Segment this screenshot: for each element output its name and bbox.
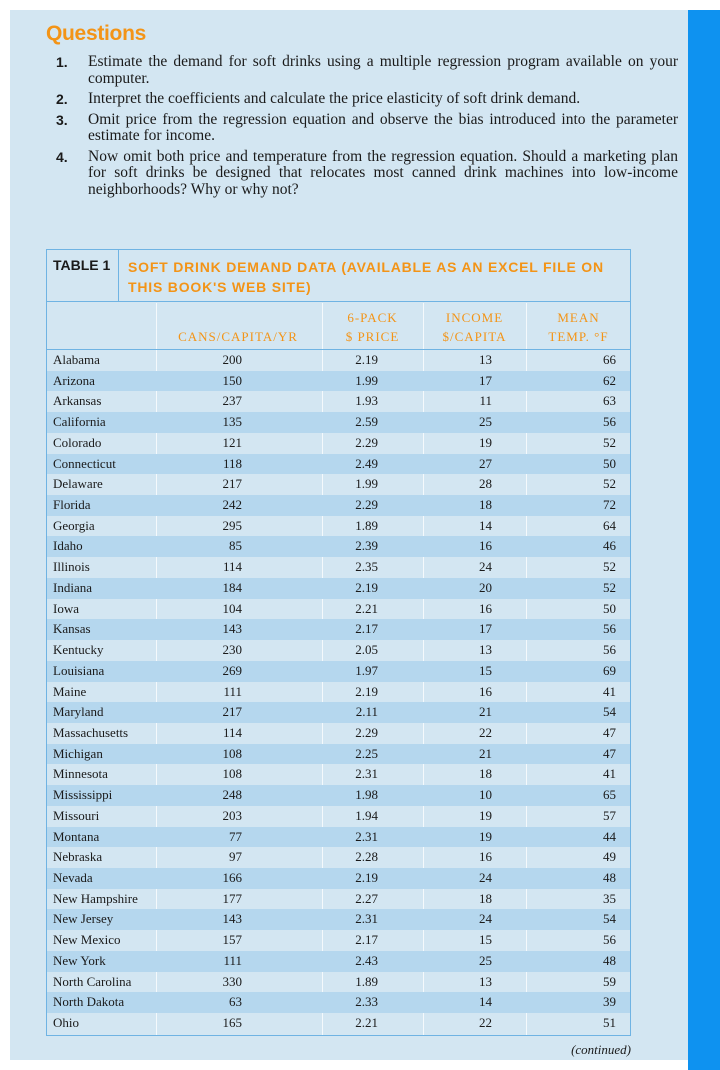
cell-state: New Mexico <box>53 932 121 948</box>
column-header-income-line1: INCOME <box>445 310 504 325</box>
cell-price: 2.21 <box>355 600 378 616</box>
cell-price: 2.17 <box>355 932 378 948</box>
cell-income: 15 <box>479 932 492 948</box>
cell-cans: 165 <box>222 1015 242 1030</box>
cell-income: 19 <box>479 828 492 844</box>
cell-state: Minnesota <box>53 766 108 782</box>
cell-temp: 63 <box>603 393 616 409</box>
cell-income: 11 <box>479 393 492 409</box>
cell-temp: 44 <box>603 828 616 844</box>
cell-cans: 230 <box>222 642 242 658</box>
cell-state: Indiana <box>53 579 92 595</box>
cell-price: 2.29 <box>355 434 378 450</box>
continued-note: (continued) <box>571 1042 631 1057</box>
question-number: 3. <box>56 111 68 128</box>
cell-price: 1.93 <box>355 393 378 409</box>
cell-temp: 47 <box>603 745 616 761</box>
table-row <box>47 868 630 889</box>
table-row <box>47 682 630 703</box>
cell-temp: 54 <box>603 911 616 927</box>
column-header-cans <box>158 308 318 350</box>
table-row <box>47 454 630 475</box>
cell-cans: 157 <box>222 932 242 948</box>
cell-state: Nebraska <box>53 849 103 865</box>
cell-temp: 62 <box>603 372 616 388</box>
table-row <box>47 785 630 806</box>
column-header-price <box>324 308 421 350</box>
cell-cans: 242 <box>222 497 242 513</box>
cell-price: 1.99 <box>355 372 378 388</box>
cell-price: 2.19 <box>355 683 378 699</box>
table-row <box>47 764 630 785</box>
cell-cans: 108 <box>222 745 242 761</box>
cell-price: 2.19 <box>355 579 378 595</box>
cell-price: 2.33 <box>355 994 378 1010</box>
cell-state: Kansas <box>53 621 91 637</box>
question-item <box>50 149 678 199</box>
questions-list <box>50 54 678 202</box>
questions-heading: Questions <box>46 22 146 45</box>
cell-state: New Hampshire <box>53 890 138 906</box>
cell-temp: 35 <box>603 890 616 906</box>
cell-income: 21 <box>479 745 492 761</box>
cell-state: Delaware <box>53 476 103 492</box>
cell-price: 2.25 <box>355 745 378 761</box>
cell-temp: 41 <box>603 766 616 782</box>
cell-price: 2.17 <box>355 621 378 637</box>
cell-cans: 114 <box>222 559 242 575</box>
table-caption <box>47 250 630 302</box>
cell-cans: 269 <box>222 662 242 678</box>
question-text: Now omit both price and temperature from the regression equation. Should a marketing plan for soft drinks be designed that relocates most canned drink machines into low-income neighborhoods? Why or why not? <box>88 147 678 198</box>
side-color-bar <box>688 10 720 1070</box>
cell-income: 15 <box>479 662 492 678</box>
table-row <box>47 536 630 557</box>
column-header-income-line2: $/CAPITA <box>442 329 507 344</box>
table-row <box>47 827 630 848</box>
cell-state: Arizona <box>53 372 95 388</box>
cell-income: 14 <box>479 517 492 533</box>
table-label: TABLE 1 <box>47 250 119 302</box>
cell-state: New Jersey <box>53 911 114 927</box>
cell-income: 19 <box>479 807 492 823</box>
cell-temp: 39 <box>603 994 616 1010</box>
table-row <box>47 371 630 392</box>
cell-temp: 72 <box>603 497 616 513</box>
cell-temp: 49 <box>603 849 616 865</box>
table-row <box>47 723 630 744</box>
cell-price: 1.89 <box>355 517 378 533</box>
cell-price: 2.28 <box>355 849 378 865</box>
cell-temp: 47 <box>603 724 616 740</box>
cell-state: Idaho <box>53 538 83 554</box>
cell-temp: 69 <box>603 662 616 678</box>
column-header-income <box>425 308 524 350</box>
cell-temp: 57 <box>603 807 616 823</box>
table-row <box>47 1013 630 1034</box>
question-item <box>50 54 678 87</box>
table-row <box>47 702 630 723</box>
question-number: 2. <box>56 91 68 107</box>
table-row <box>47 516 630 537</box>
cell-cans: 135 <box>222 414 242 430</box>
cell-cans: 200 <box>222 352 242 367</box>
cell-income: 13 <box>479 973 492 989</box>
cell-cans: 97 <box>229 849 242 865</box>
cell-income: 24 <box>479 869 492 885</box>
column-header-price-line2: $ PRICE <box>345 329 400 344</box>
column-header-price-line1: 6-PACK <box>347 310 398 325</box>
table-row <box>47 889 630 910</box>
cell-temp: 64 <box>603 517 616 533</box>
table-row <box>47 661 630 682</box>
cell-temp: 56 <box>603 642 616 658</box>
cell-state: California <box>53 414 106 430</box>
cell-income: 18 <box>479 497 492 513</box>
cell-state: New York <box>53 952 106 968</box>
cell-state: Kentucky <box>53 642 104 658</box>
cell-price: 2.35 <box>355 559 378 575</box>
cell-price: 2.27 <box>355 890 378 906</box>
cell-income: 18 <box>479 766 492 782</box>
cell-price: 2.29 <box>355 724 378 740</box>
cell-cans: 111 <box>223 952 242 968</box>
cell-cans: 85 <box>229 538 242 554</box>
cell-price: 2.31 <box>355 828 378 844</box>
cell-cans: 177 <box>222 890 242 906</box>
table-row <box>47 495 630 516</box>
cell-income: 14 <box>479 994 492 1010</box>
cell-cans: 118 <box>222 455 242 471</box>
table-row <box>47 619 630 640</box>
cell-temp: 51 <box>603 1015 616 1030</box>
cell-income: 17 <box>479 372 492 388</box>
cell-temp: 52 <box>603 559 616 575</box>
question-item <box>50 91 678 108</box>
cell-temp: 59 <box>603 973 616 989</box>
cell-cans: 143 <box>222 911 242 927</box>
cell-temp: 54 <box>603 704 616 720</box>
cell-state: Connecticut <box>53 455 116 471</box>
table-title: SOFT DRINK DEMAND DATA (AVAILABLE AS AN EXCEL FILE ON THIS BOOK'S WEB SITE) <box>128 259 604 295</box>
cell-price: 2.31 <box>355 766 378 782</box>
cell-cans: 217 <box>222 476 242 492</box>
cell-temp: 56 <box>603 621 616 637</box>
cell-temp: 50 <box>603 600 616 616</box>
table-row <box>47 847 630 868</box>
cell-temp: 48 <box>603 952 616 968</box>
cell-cans: 166 <box>222 869 242 885</box>
table-row <box>47 391 630 412</box>
question-number: 1. <box>56 54 68 70</box>
cell-income: 22 <box>479 724 492 740</box>
table-row <box>47 992 630 1013</box>
table-row <box>47 640 630 661</box>
cell-price: 2.39 <box>355 538 378 554</box>
cell-income: 10 <box>479 787 492 803</box>
cell-income: 28 <box>479 476 492 492</box>
cell-temp: 65 <box>603 787 616 803</box>
cell-price: 1.89 <box>355 973 378 989</box>
table-row <box>47 557 630 578</box>
cell-cans: 143 <box>222 621 242 637</box>
cell-temp: 52 <box>603 579 616 595</box>
cell-cans: 104 <box>222 600 242 616</box>
cell-price: 2.59 <box>355 414 378 430</box>
cell-cans: 150 <box>222 372 242 388</box>
cell-income: 19 <box>479 434 492 450</box>
column-header-temp-line1: MEAN <box>557 310 600 325</box>
cell-state: Michigan <box>53 745 103 761</box>
cell-state: Mississippi <box>53 787 113 803</box>
cell-income: 13 <box>479 352 492 367</box>
cell-state: Arkansas <box>53 393 102 409</box>
cell-cans: 203 <box>222 807 242 823</box>
cell-income: 16 <box>479 600 492 616</box>
table-row <box>47 806 630 827</box>
cell-state: Ohio <box>53 1015 79 1030</box>
cell-state: North Dakota <box>53 994 125 1010</box>
cell-cans: 63 <box>229 994 242 1010</box>
cell-state: Iowa <box>53 600 79 616</box>
cell-price: 2.21 <box>355 1015 378 1030</box>
cell-state: Colorado <box>53 434 102 450</box>
cell-price: 2.19 <box>355 352 378 367</box>
cell-price: 2.43 <box>355 952 378 968</box>
cell-state: Missouri <box>53 807 100 823</box>
question-item <box>50 112 678 145</box>
cell-temp: 41 <box>603 683 616 699</box>
cell-state: Montana <box>53 828 100 844</box>
cell-income: 27 <box>479 455 492 471</box>
cell-cans: 111 <box>223 683 242 699</box>
table-row <box>47 909 630 930</box>
cell-cans: 184 <box>222 579 242 595</box>
cell-state: Nevada <box>53 869 93 885</box>
cell-cans: 121 <box>222 434 242 450</box>
cell-price: 2.05 <box>355 642 378 658</box>
table-row <box>47 474 630 495</box>
column-header-cans-text: CANS/CAPITA/YR <box>178 329 298 344</box>
cell-cans: 295 <box>222 517 242 533</box>
table-row <box>47 599 630 620</box>
cell-price: 1.98 <box>355 787 378 803</box>
table-row <box>47 951 630 972</box>
cell-state: Maryland <box>53 704 104 720</box>
cell-price: 2.29 <box>355 497 378 513</box>
column-header-temp-line2: TEMP. °F <box>548 329 609 344</box>
question-number: 4. <box>56 148 68 165</box>
cell-temp: 56 <box>603 932 616 948</box>
cell-cans: 77 <box>229 828 242 844</box>
cell-cans: 217 <box>222 704 242 720</box>
cell-income: 16 <box>479 849 492 865</box>
cell-income: 17 <box>479 621 492 637</box>
table-row <box>47 930 630 951</box>
question-text: Omit price from the regression equation and observe the bias introduced into the parameter estimate for income. <box>88 110 678 144</box>
table-row <box>47 972 630 993</box>
cell-price: 1.99 <box>355 476 378 492</box>
cell-income: 24 <box>479 559 492 575</box>
cell-state: Georgia <box>53 517 95 533</box>
cell-income: 16 <box>479 538 492 554</box>
cell-income: 18 <box>479 890 492 906</box>
table-row <box>47 412 630 433</box>
table-body <box>47 350 630 1034</box>
table-row <box>47 350 630 371</box>
cell-income: 20 <box>479 579 492 595</box>
cell-temp: 50 <box>603 455 616 471</box>
cell-income: 13 <box>479 642 492 658</box>
cell-cans: 114 <box>222 724 242 740</box>
cell-price: 2.31 <box>355 911 378 927</box>
cell-temp: 46 <box>603 538 616 554</box>
question-text: Interpret the coefficients and calculate the price elasticity of soft drink demand. <box>88 90 581 107</box>
cell-price: 2.49 <box>355 455 378 471</box>
cell-cans: 248 <box>222 787 242 803</box>
cell-temp: 56 <box>603 414 616 430</box>
cell-state: Alabama <box>53 352 100 367</box>
cell-cans: 237 <box>222 393 242 409</box>
cell-temp: 66 <box>603 352 616 367</box>
cell-temp: 52 <box>603 434 616 450</box>
cell-state: North Carolina <box>53 973 132 989</box>
cell-state: Louisiana <box>53 662 105 678</box>
table-row <box>47 578 630 599</box>
cell-income: 25 <box>479 414 492 430</box>
cell-cans: 330 <box>222 973 242 989</box>
cell-state: Massachusetts <box>53 724 129 740</box>
cell-price: 2.11 <box>355 704 378 720</box>
table-row <box>47 744 630 765</box>
cell-temp: 52 <box>603 476 616 492</box>
cell-income: 21 <box>479 704 492 720</box>
cell-state: Illinois <box>53 559 90 575</box>
question-text: Estimate the demand for soft drinks using a multiple regression program available on your computer. <box>88 53 678 87</box>
cell-state: Maine <box>53 683 87 699</box>
cell-income: 22 <box>479 1015 492 1030</box>
table-row <box>47 433 630 454</box>
cell-price: 2.19 <box>355 869 378 885</box>
cell-income: 16 <box>479 683 492 699</box>
column-header-temp <box>528 308 629 350</box>
cell-price: 1.97 <box>355 662 378 678</box>
cell-price: 1.94 <box>355 807 378 823</box>
cell-state: Florida <box>53 497 91 513</box>
cell-income: 25 <box>479 952 492 968</box>
cell-income: 24 <box>479 911 492 927</box>
cell-cans: 108 <box>222 766 242 782</box>
cell-temp: 48 <box>603 869 616 885</box>
